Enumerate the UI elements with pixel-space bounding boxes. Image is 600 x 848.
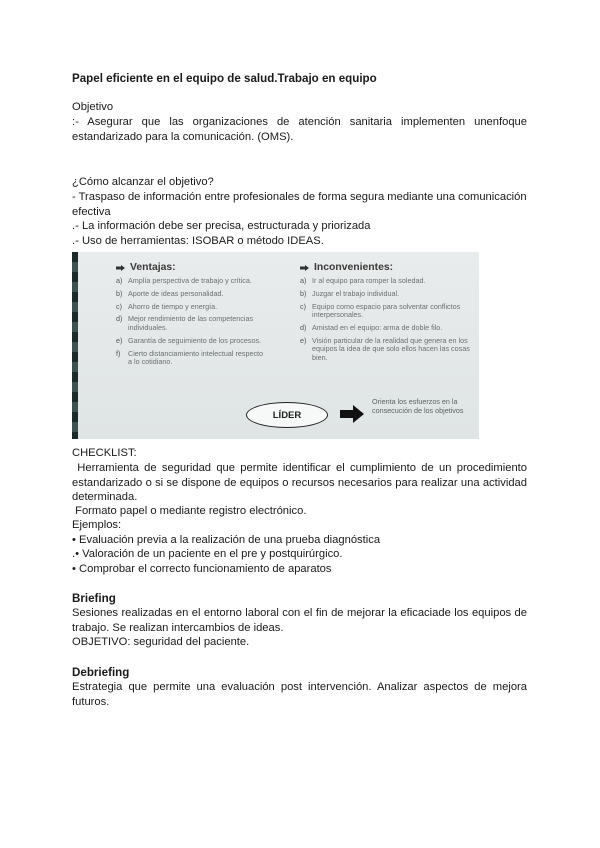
figure-list-item <box>116 277 266 286</box>
checklist-description: Herramienta de seguridad que permite identificar el cumplimiento de un procedimiento estandarizado o si se dispone de equipos o recursos necesarios para realizar una actividad determinada. <box>72 462 531 503</box>
figure-list-item <box>116 350 266 367</box>
list-marker: c) <box>300 301 306 311</box>
checklist-title: CHECKLIST: <box>72 447 137 459</box>
list-marker: c) <box>116 301 122 311</box>
answer-2: .- La información debe ser precisa, estructurada y priorizada <box>72 220 371 232</box>
inconvenientes-list <box>300 277 470 363</box>
leader-note: Orienta los esfuerzos en la consecución de los objetivos <box>372 397 464 415</box>
arrow-bullet-icon <box>300 265 309 271</box>
answer-3: .- Uso de herramientas: ISOBAR o método IDEAS. <box>72 235 324 247</box>
debriefing-title: Debriefing <box>72 666 130 679</box>
inconvenientes-title: Inconvenientes: <box>314 262 394 273</box>
list-marker: f) <box>116 348 121 358</box>
figure-list-item <box>116 303 266 312</box>
list-text: Amplía perspectiva de trabajo y crítica. <box>128 276 252 285</box>
figure-list-item <box>116 337 266 346</box>
briefing-objective: OBJETIVO: seguridad del paciente. <box>72 636 250 648</box>
right-arrow-icon <box>340 405 364 423</box>
debriefing-text: Estrategia que permite una evaluación post intervención. Analizar aspectos de mejora futuros. <box>72 681 527 708</box>
list-text: Cierto distanciamiento intelectual respecto a lo cotidiano. <box>128 348 264 367</box>
leader-ellipse <box>246 402 328 428</box>
ventajas-list <box>116 277 266 367</box>
list-marker: b) <box>300 288 307 298</box>
inconvenientes-column <box>300 262 470 367</box>
checklist-format: Formato papel o mediante registro electrónico. <box>72 505 307 517</box>
document-title: Papel eficiente en el equipo de salud.Trabajo en equipo <box>72 72 377 85</box>
arrow-bullet-icon <box>116 265 125 271</box>
list-marker: e) <box>300 335 307 345</box>
list-marker: b) <box>116 288 123 298</box>
list-marker: a) <box>116 276 123 285</box>
list-text: Juzgar el trabajo individual. <box>312 288 400 298</box>
answer-1: - Traspaso de información entre profesionales de forma segura mediante una comunicación efectiva <box>72 191 527 218</box>
list-marker: a) <box>300 276 307 285</box>
list-text: Ahorro de tiempo y energía. <box>128 301 218 311</box>
list-text: Ir al equipo para romper la soledad. <box>312 276 426 285</box>
figure-list-item <box>300 303 470 320</box>
ventajas-heading <box>116 262 266 273</box>
list-text: Visión particular de la realidad que genera en los equipos la idea de que solo ellos hacen las cosas bien. <box>312 335 470 362</box>
briefing-text: Sesiones realizadas en el entorno laboral con el fin de mejorar la eficaciade los equipos de trabajo. Se realizan intercambios de ideas. <box>72 607 527 634</box>
objetivo-label: Objetivo <box>72 101 114 113</box>
list-text: Amistad en el equipo: arma de doble filo. <box>312 322 443 332</box>
example-1: • Evaluación previa a la realización de una prueba diagnóstica <box>72 534 381 546</box>
ventajas-title: Ventajas: <box>130 262 176 273</box>
figure-list-item <box>116 315 266 332</box>
list-marker: e) <box>116 335 123 345</box>
figure-list-item <box>300 290 470 299</box>
figure-list-item <box>300 277 470 286</box>
briefing-title: Briefing <box>72 592 116 605</box>
leader-label: LÍDER <box>272 409 302 421</box>
example-2: .• Valoración de un paciente en el pre y postquirúrgico. <box>72 548 343 560</box>
list-marker: d) <box>116 314 123 324</box>
inconvenientes-heading <box>300 262 470 273</box>
figure-list-item <box>116 290 266 299</box>
team-work-figure <box>72 252 479 439</box>
examples-label: Ejemplos: <box>72 519 122 531</box>
example-3: • Comprobar el correcto funcionamiento de aparatos <box>72 563 332 575</box>
figure-list-item <box>300 324 470 333</box>
list-text: Aporte de ideas personalidad. <box>128 288 224 298</box>
list-marker: d) <box>300 322 307 332</box>
list-text: Mejor rendimiento de las competencias individuales. <box>128 314 254 332</box>
figure-list-item <box>300 337 470 363</box>
ventajas-column <box>116 262 266 371</box>
question-text: ¿Cómo alcanzar el objetivo? <box>72 176 214 188</box>
list-text: Garantía de seguimiento de los procesos. <box>128 335 262 345</box>
list-text: Equipo como espacio para solventar conflictos interpersonales. <box>312 301 461 320</box>
objetivo-text: :- Asegurar que las organizaciones de atención sanitaria implementen unenfoque estandarizado para la comunicación. (OMS). <box>72 116 527 143</box>
figure-side-strip <box>72 252 78 439</box>
